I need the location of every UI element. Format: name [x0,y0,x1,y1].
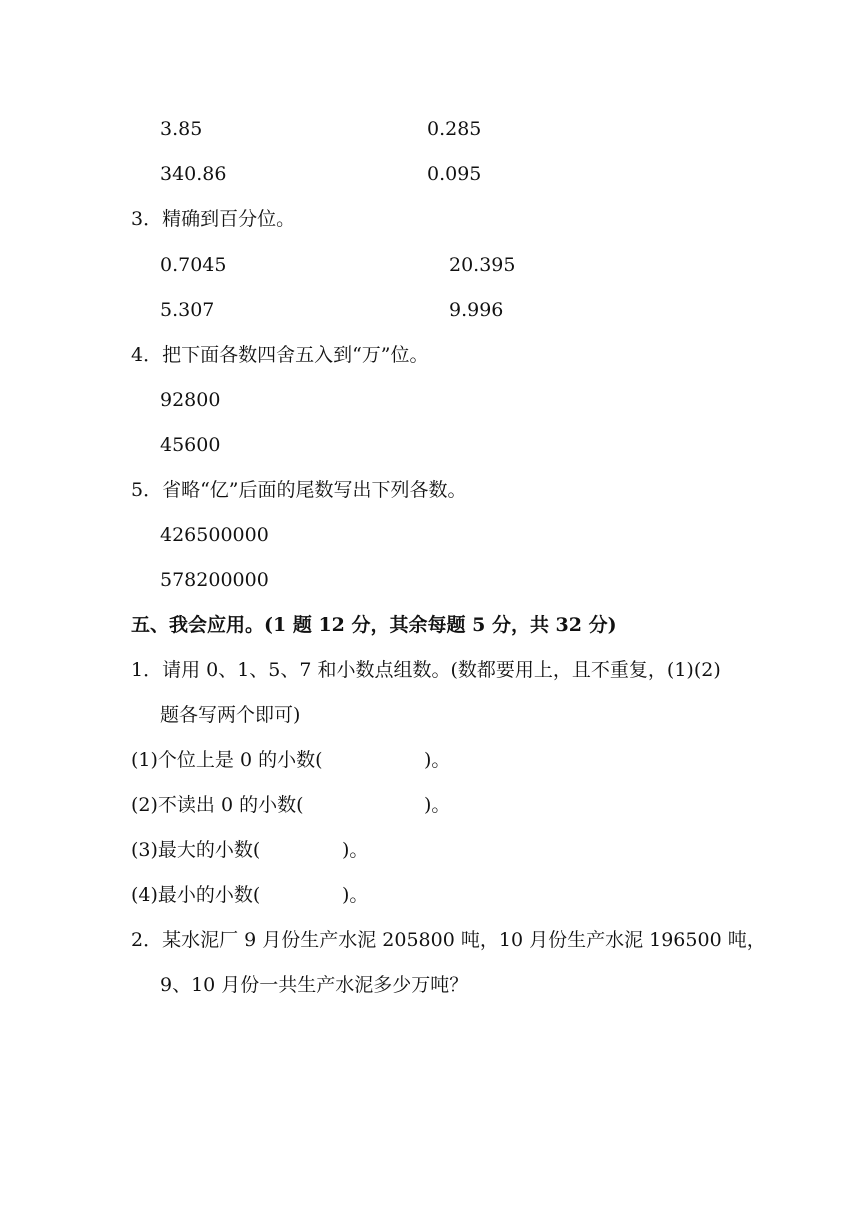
value-92800: 92800 [160,389,221,411]
value-20-395: 20.395 [449,254,516,276]
question-3-heading: 3．精确到百分位。 [131,208,296,230]
value-9-996: 9.996 [449,299,504,321]
section-5-heading: 五、我会应用。(1 题 12 分，其余每题 5 分，共 32 分) [131,614,617,636]
value-0-095: 0.095 [427,163,482,185]
value-340-86: 340.86 [160,163,227,185]
subquestion-2-close: )。 [424,794,451,816]
question-5-heading: 5．省略“亿”后面的尾数写出下列各数。 [131,479,467,501]
value-578200000: 578200000 [160,569,269,591]
value-426500000: 426500000 [160,524,269,546]
subquestion-2-label: (2)不读出 0 的小数( [131,794,304,816]
problem-2-line-1: 2．某水泥厂 9 月份生产水泥 205800 吨，10 月份生产水泥 196500 吨， [131,929,766,951]
subquestion-1-close: )。 [424,749,451,771]
question-4-heading: 4．把下面各数四舍五入到“万”位。 [131,344,429,366]
subquestion-1-label: (1)个位上是 0 的小数( [131,749,323,771]
value-0-7045: 0.7045 [160,254,227,276]
problem-2-line-2: 9、10 月份一共生产水泥多少万吨？ [160,974,469,996]
value-5-307: 5.307 [160,299,215,321]
subquestion-3-close: )。 [342,839,369,861]
problem-1-line-1: 1．请用 0、1、5、7 和小数点组数。(数都要用上，且不重复，(1)(2) [131,659,721,681]
subquestion-3-label: (3)最大的小数( [131,839,261,861]
value-3-85: 3.85 [160,118,203,140]
subquestion-4-close: )。 [342,884,369,906]
value-0-285: 0.285 [427,118,482,140]
value-45600: 45600 [160,434,221,456]
subquestion-4-label: (4)最小的小数( [131,884,261,906]
problem-1-line-2: 题各写两个即可) [160,704,301,726]
